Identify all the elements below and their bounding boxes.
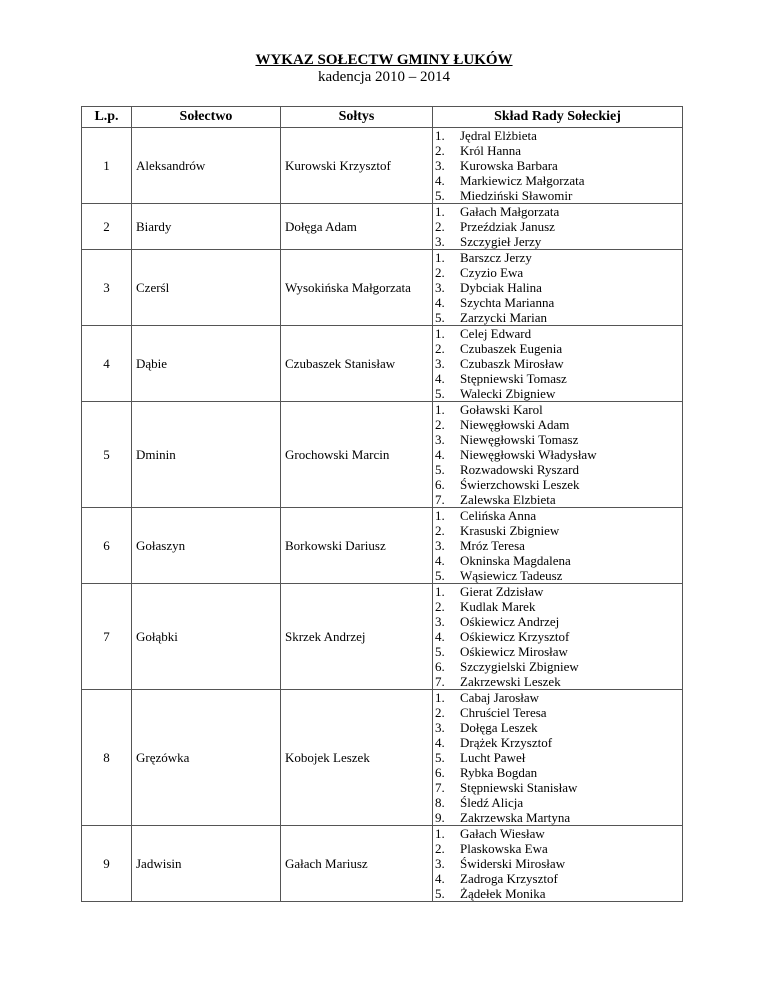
row-solectwo: Dąbie (132, 326, 281, 402)
table-row (82, 128, 683, 204)
row-rada-members (433, 584, 683, 690)
list-item (435, 584, 682, 599)
member-number: 2. (435, 341, 445, 356)
row-lp: 5 (82, 402, 132, 508)
row-lp: 1 (82, 128, 132, 204)
member-number: 3. (435, 158, 445, 173)
member-number: 1. (435, 508, 445, 523)
member-number: 7. (435, 492, 445, 507)
member-number: 5. (435, 188, 445, 203)
member-name: Dybciak Halina (460, 280, 542, 295)
member-name: Ośkiewicz Andrzej (460, 614, 560, 629)
member-name: Zakrzewska Martyna (460, 810, 571, 825)
list-item (435, 553, 682, 568)
member-number: 3. (435, 280, 445, 295)
member-number: 4. (435, 629, 445, 644)
member-name: Celińska Anna (460, 508, 537, 523)
table-row (82, 508, 683, 584)
table-row (82, 250, 683, 326)
row-soltys: Kobojek Leszek (281, 690, 433, 826)
member-name: Mróz Teresa (460, 538, 525, 553)
member-number: 2. (435, 523, 445, 538)
list-item (435, 295, 682, 310)
list-item (435, 810, 682, 825)
list-item (435, 614, 682, 629)
list-item (435, 326, 682, 341)
row-lp: 7 (82, 584, 132, 690)
member-name: Szczygieł Jerzy (460, 234, 542, 249)
list-item (435, 432, 682, 447)
member-name: Lucht Paweł (460, 750, 526, 765)
list-item (435, 188, 682, 203)
member-number: 4. (435, 871, 445, 886)
list-item (435, 690, 682, 705)
row-lp: 8 (82, 690, 132, 826)
member-name: Niewęgłowski Władysław (460, 447, 597, 462)
row-lp: 2 (82, 204, 132, 250)
list-item (435, 674, 682, 689)
list-item (435, 204, 682, 219)
list-item (435, 568, 682, 583)
row-lp: 3 (82, 250, 132, 326)
list-item (435, 234, 682, 249)
list-item (435, 795, 682, 810)
member-name: Ośkiewicz Krzysztof (460, 629, 570, 644)
list-item (435, 720, 682, 735)
row-soltys: Wysokińska Małgorzata (281, 250, 433, 326)
member-number: 1. (435, 826, 445, 841)
member-name: Niewęgłowski Tomasz (460, 432, 579, 447)
member-number: 4. (435, 371, 445, 386)
row-solectwo: Jadwisin (132, 826, 281, 902)
list-item (435, 856, 682, 871)
member-name: Wąsiewicz Tadeusz (460, 568, 563, 583)
member-name: Niewęgłowski Adam (460, 417, 570, 432)
row-soltys: Grochowski Marcin (281, 402, 433, 508)
table-row (82, 584, 683, 690)
column-header-solectwo: Sołectwo (132, 107, 281, 128)
member-number: 2. (435, 841, 445, 856)
row-solectwo: Gręzówka (132, 690, 281, 826)
member-number: 1. (435, 326, 445, 341)
table-row (82, 826, 683, 902)
row-rada-members (433, 690, 683, 826)
row-rada-members (433, 250, 683, 326)
list-item (435, 780, 682, 795)
member-number: 5. (435, 386, 445, 401)
list-item (435, 173, 682, 188)
member-name: Świerzchowski Leszek (460, 477, 580, 492)
member-name: Gałach Wiesław (460, 826, 545, 841)
row-soltys: Kurowski Krzysztof (281, 128, 433, 204)
row-soltys: Borkowski Dariusz (281, 508, 433, 584)
member-number: 3. (435, 856, 445, 871)
member-name: Plaskowska Ewa (460, 841, 548, 856)
row-rada-members (433, 326, 683, 402)
member-number: 4. (435, 295, 445, 310)
table-body (82, 128, 683, 902)
member-name: Drążek Krzysztof (460, 735, 553, 750)
row-soltys: Czubaszek Stanisław (281, 326, 433, 402)
list-item (435, 841, 682, 856)
list-item (435, 629, 682, 644)
list-item (435, 280, 682, 295)
row-solectwo: Biardy (132, 204, 281, 250)
list-item (435, 158, 682, 173)
list-item (435, 599, 682, 614)
member-number: 2. (435, 599, 445, 614)
row-solectwo: Gołąbki (132, 584, 281, 690)
member-number: 1. (435, 250, 445, 265)
member-number: 3. (435, 538, 445, 553)
list-item (435, 735, 682, 750)
member-number: 8. (435, 795, 445, 810)
member-name: Czubaszek Eugenia (460, 341, 563, 356)
row-rada-members (433, 402, 683, 508)
list-item (435, 477, 682, 492)
member-number: 6. (435, 477, 445, 492)
member-name: Goławski Karol (460, 402, 543, 417)
member-number: 7. (435, 780, 445, 795)
member-name: Szczygielski Zbigniew (460, 659, 579, 674)
member-number: 5. (435, 310, 445, 325)
list-item (435, 417, 682, 432)
row-solectwo: Aleksandrów (132, 128, 281, 204)
row-soltys: Dołęga Adam (281, 204, 433, 250)
member-name: Gierat Zdzisław (460, 584, 544, 599)
member-name: Rozwadowski Ryszard (460, 462, 579, 477)
member-number: 3. (435, 234, 445, 249)
member-name: Czyzio Ewa (460, 265, 524, 280)
list-item (435, 143, 682, 158)
list-item (435, 402, 682, 417)
list-item (435, 447, 682, 462)
list-item (435, 765, 682, 780)
member-number: 5. (435, 750, 445, 765)
row-soltys: Gałach Mariusz (281, 826, 433, 902)
member-name: Świderski Mirosław (460, 856, 566, 871)
member-name: Okninska Magdalena (460, 553, 571, 568)
column-header-lp: L.p. (82, 107, 132, 128)
member-number: 6. (435, 765, 445, 780)
member-number: 1. (435, 690, 445, 705)
row-rada-members (433, 826, 683, 902)
member-number: 3. (435, 432, 445, 447)
list-item (435, 265, 682, 280)
table-row (82, 326, 683, 402)
member-number: 2. (435, 705, 445, 720)
list-item (435, 219, 682, 234)
member-number: 3. (435, 720, 445, 735)
row-rada-members (433, 128, 683, 204)
member-number: 6. (435, 659, 445, 674)
row-lp: 6 (82, 508, 132, 584)
list-item (435, 644, 682, 659)
member-name: Czubaszk Mirosław (460, 356, 564, 371)
member-name: Barszcz Jerzy (460, 250, 532, 265)
list-item (435, 310, 682, 325)
document-title: WYKAZ SOŁECTW GMINY ŁUKÓW (255, 52, 513, 68)
member-number: 1. (435, 402, 445, 417)
member-name: Żądełek Monika (460, 886, 546, 901)
member-number: 4. (435, 173, 445, 188)
member-number: 4. (435, 553, 445, 568)
member-name: Kurowska Barbara (460, 158, 558, 173)
member-number: 3. (435, 614, 445, 629)
list-item (435, 371, 682, 386)
member-name: Cabaj Jarosław (460, 690, 540, 705)
member-name: Ośkiewicz Mirosław (460, 644, 568, 659)
row-solectwo: Czerśl (132, 250, 281, 326)
member-number: 5. (435, 886, 445, 901)
row-lp: 4 (82, 326, 132, 402)
row-solectwo: Gołaszyn (132, 508, 281, 584)
member-number: 7. (435, 674, 445, 689)
member-number: 4. (435, 735, 445, 750)
member-name: Chruściel Teresa (460, 705, 547, 720)
table-header-row (82, 107, 683, 128)
member-number: 5. (435, 568, 445, 583)
list-item (435, 128, 682, 143)
list-item (435, 492, 682, 507)
member-number: 2. (435, 417, 445, 432)
member-name: Jędral Elżbieta (460, 128, 537, 143)
member-name: Zadroga Krzysztof (460, 871, 558, 886)
member-number: 1. (435, 584, 445, 599)
member-name: Rybka Bogdan (460, 765, 538, 780)
member-name: Miedziński Sławomir (460, 188, 573, 203)
member-number: 9. (435, 810, 445, 825)
member-number: 2. (435, 219, 445, 234)
list-item (435, 826, 682, 841)
member-name: Zalewska Elzbieta (460, 492, 556, 507)
list-item (435, 523, 682, 538)
row-rada-members (433, 204, 683, 250)
member-number: 1. (435, 204, 445, 219)
member-name: Celej Edward (460, 326, 532, 341)
list-item (435, 886, 682, 901)
member-name: Walecki Zbigniew (460, 386, 556, 401)
member-name: Zarzycki Marian (460, 310, 547, 325)
member-number: 2. (435, 265, 445, 280)
member-name: Śledź Alicja (460, 795, 524, 810)
list-item (435, 705, 682, 720)
row-soltys: Skrzek Andrzej (281, 584, 433, 690)
member-name: Szychta Marianna (460, 295, 555, 310)
solectwa-table (81, 106, 683, 902)
table-row (82, 690, 683, 826)
member-number: 3. (435, 356, 445, 371)
table-row (82, 204, 683, 250)
member-name: Gałach Małgorzata (460, 204, 560, 219)
member-name: Zakrzewski Leszek (460, 674, 561, 689)
member-number: 5. (435, 462, 445, 477)
member-name: Krasuski Zbigniew (460, 523, 560, 538)
list-item (435, 508, 682, 523)
document-subtitle: kadencja 2010 – 2014 (317, 69, 451, 85)
member-name: Król Hanna (460, 143, 522, 158)
list-item (435, 356, 682, 371)
list-item (435, 341, 682, 356)
member-name: Stępniewski Stanisław (460, 780, 578, 795)
column-header-soltys: Sołtys (281, 107, 433, 128)
list-item (435, 659, 682, 674)
member-name: Dołęga Leszek (460, 720, 538, 735)
row-solectwo: Dminin (132, 402, 281, 508)
member-name: Kudlak Marek (460, 599, 536, 614)
member-number: 1. (435, 128, 445, 143)
list-item (435, 462, 682, 477)
member-name: Stępniewski Tomasz (460, 371, 567, 386)
member-number: 4. (435, 447, 445, 462)
table-row (82, 402, 683, 508)
member-name: Przeździak Janusz (460, 219, 555, 234)
list-item (435, 538, 682, 553)
row-rada-members (433, 508, 683, 584)
list-item (435, 250, 682, 265)
list-item (435, 871, 682, 886)
list-item (435, 750, 682, 765)
list-item (435, 386, 682, 401)
member-name: Markiewicz Małgorzata (460, 173, 585, 188)
column-header-rada: Skład Rady Sołeckiej (433, 107, 683, 128)
member-number: 2. (435, 143, 445, 158)
member-number: 5. (435, 644, 445, 659)
row-lp: 9 (82, 826, 132, 902)
